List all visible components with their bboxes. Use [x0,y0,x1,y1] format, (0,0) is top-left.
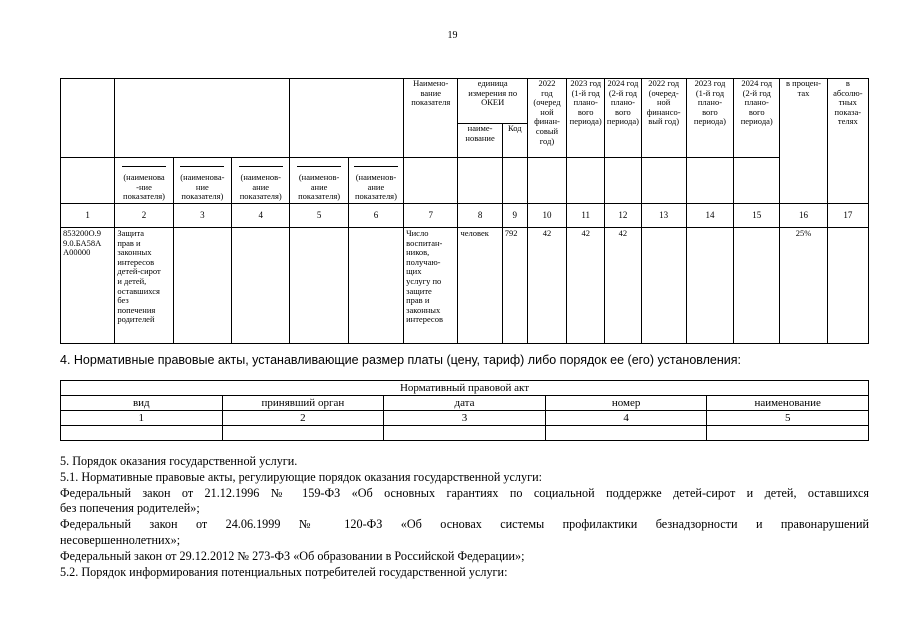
column-number: 15 [734,204,780,228]
empty-cell [61,426,223,441]
header-percent: в процен- тах [780,79,827,204]
paragraph: Федеральный закон от 24.06.1999 № 120-ФЗ «Об основах системы профилактики безнадзорности и правонарушений [60,517,869,532]
data-cell-4 [232,228,290,344]
header-indicator-name: Наимено- вание показателя [404,79,458,158]
unit-code: 792 [502,228,527,344]
header-2024: 2024 год (2-й год плано- вого периода) [605,79,641,158]
value-2024: 42 [605,228,641,344]
section-5-text [60,454,869,580]
header-2022: 2022 год (очеред ной финан- совый год) [527,79,566,158]
data-cell-14 [686,228,733,344]
column-number: 4 [232,204,290,228]
column-number: 5 [707,411,869,426]
indicator-name: Число воспитан- ников, получаю- щих услугу по защите прав и законных интересов [404,228,458,344]
column-number: 3 [384,411,546,426]
data-cell-5 [290,228,348,344]
header-unit-name: наиме- нование [458,124,502,158]
indicator-label-3: (наименова- ние показателя) [173,158,231,204]
column-number: 12 [605,204,641,228]
header-empty-12 [605,158,641,204]
column-header-authority: принявший орган [222,396,384,411]
column-number: 2 [115,204,173,228]
column-number: 1 [61,411,223,426]
column-number: 2 [222,411,384,426]
paragraph: 5.2. Порядок информирования потенциальных потребителей государственной услуги: [60,564,508,579]
empty-cell [707,426,869,441]
header-empty-9 [502,158,527,204]
indicator-label-2: (наименова -ние показателя) [115,158,173,204]
header-unit: единица измерения по ОКЕИ [458,79,527,124]
column-header-name: наименование [707,396,869,411]
page-number: 19 [447,30,458,41]
column-number: 11 [567,204,605,228]
header-absolute: в абсолю- тных показа- телях [827,79,868,204]
legal-act-header: Нормативный правовой акт [61,381,869,396]
column-number: 13 [641,204,686,228]
header-empty-8 [458,158,502,204]
header-unit-code: Код [502,124,527,158]
paragraph: Федеральный закон от 29.12.2012 № 273-ФЗ «Об образовании в Российской Федерации»; [60,548,525,563]
data-cell-3 [173,228,231,344]
registry-code: 853200О.9 9.0.БА58А А00000 [61,228,115,344]
column-header-date: дата [384,396,546,411]
header-empty-11 [567,158,605,204]
indicator-label-6: (наименов- ание показателя) [348,158,403,204]
column-number: 5 [290,204,348,228]
header-2023: 2023 год (1-й год плано- вого периода) [567,79,605,158]
column-header-number: номер [545,396,707,411]
value-2023: 42 [567,228,605,344]
header-2024b: 2024 год (2-й год плано- вого периода) [734,79,780,158]
empty-cell [545,426,707,441]
data-cell-13 [641,228,686,344]
column-number: 9 [502,204,527,228]
column-number: 1 [61,204,115,228]
column-header-type: вид [61,396,223,411]
header-empty-14 [686,158,733,204]
header-empty-7 [404,158,458,204]
paragraph: Федеральный закон от 21.12.1996 № 159-ФЗ «Об основных гарантиях по социальной поддержке детей-сирот и детей, оставшихся [60,485,869,500]
column-number: 14 [686,204,733,228]
empty-cell [384,426,546,441]
column-number: 7 [404,204,458,228]
section-4-title: 4. Нормативные правовые акты, устанавливающие размер платы (цену, тариф) либо порядок ее (его) установления: [60,353,741,367]
column-number: 4 [545,411,707,426]
column-number: 17 [827,204,868,228]
value-2022: 42 [527,228,566,344]
header-2022b: 2022 год (очеред- ной финансо- вый год) [641,79,686,158]
indicator-label-5: (наименов- ание показателя) [290,158,348,204]
unit-name: человек [458,228,502,344]
header-empty-2 [61,158,115,204]
data-cell-6 [348,228,403,344]
legal-acts-table [60,380,869,441]
indicator-label-4: (наименов- ание показателя) [232,158,290,204]
column-number: 8 [458,204,502,228]
paragraph: несовершеннолетних»; [60,532,181,547]
header-empty-15 [734,158,780,204]
service-content: Защита прав и законных интересов детей-сирот и детей, оставшихся без попечения родителей [115,228,173,344]
paragraph: 5.1. Нормативные правовые акты, регулирующие порядок оказания государственной услуги: [60,469,542,484]
header-empty-13 [641,158,686,204]
paragraph: без попечения родителей»; [60,501,200,516]
paragraph: 5. Порядок оказания государственной услуги. [60,454,298,468]
column-number: 3 [173,204,231,228]
data-cell-15 [734,228,780,344]
data-cell-17 [827,228,868,344]
quality-indicators-table [60,78,869,344]
column-number: 16 [780,204,827,228]
empty-cell [222,426,384,441]
header-content-group [115,79,290,158]
deviation-percent: 25% [780,228,827,344]
column-number: 10 [527,204,566,228]
header-empty-1 [61,79,115,158]
column-number: 6 [348,204,403,228]
header-empty-10 [527,158,566,204]
header-2023b: 2023 год (1-й год плано- вого периода) [686,79,733,158]
header-conditions-group [290,79,404,158]
